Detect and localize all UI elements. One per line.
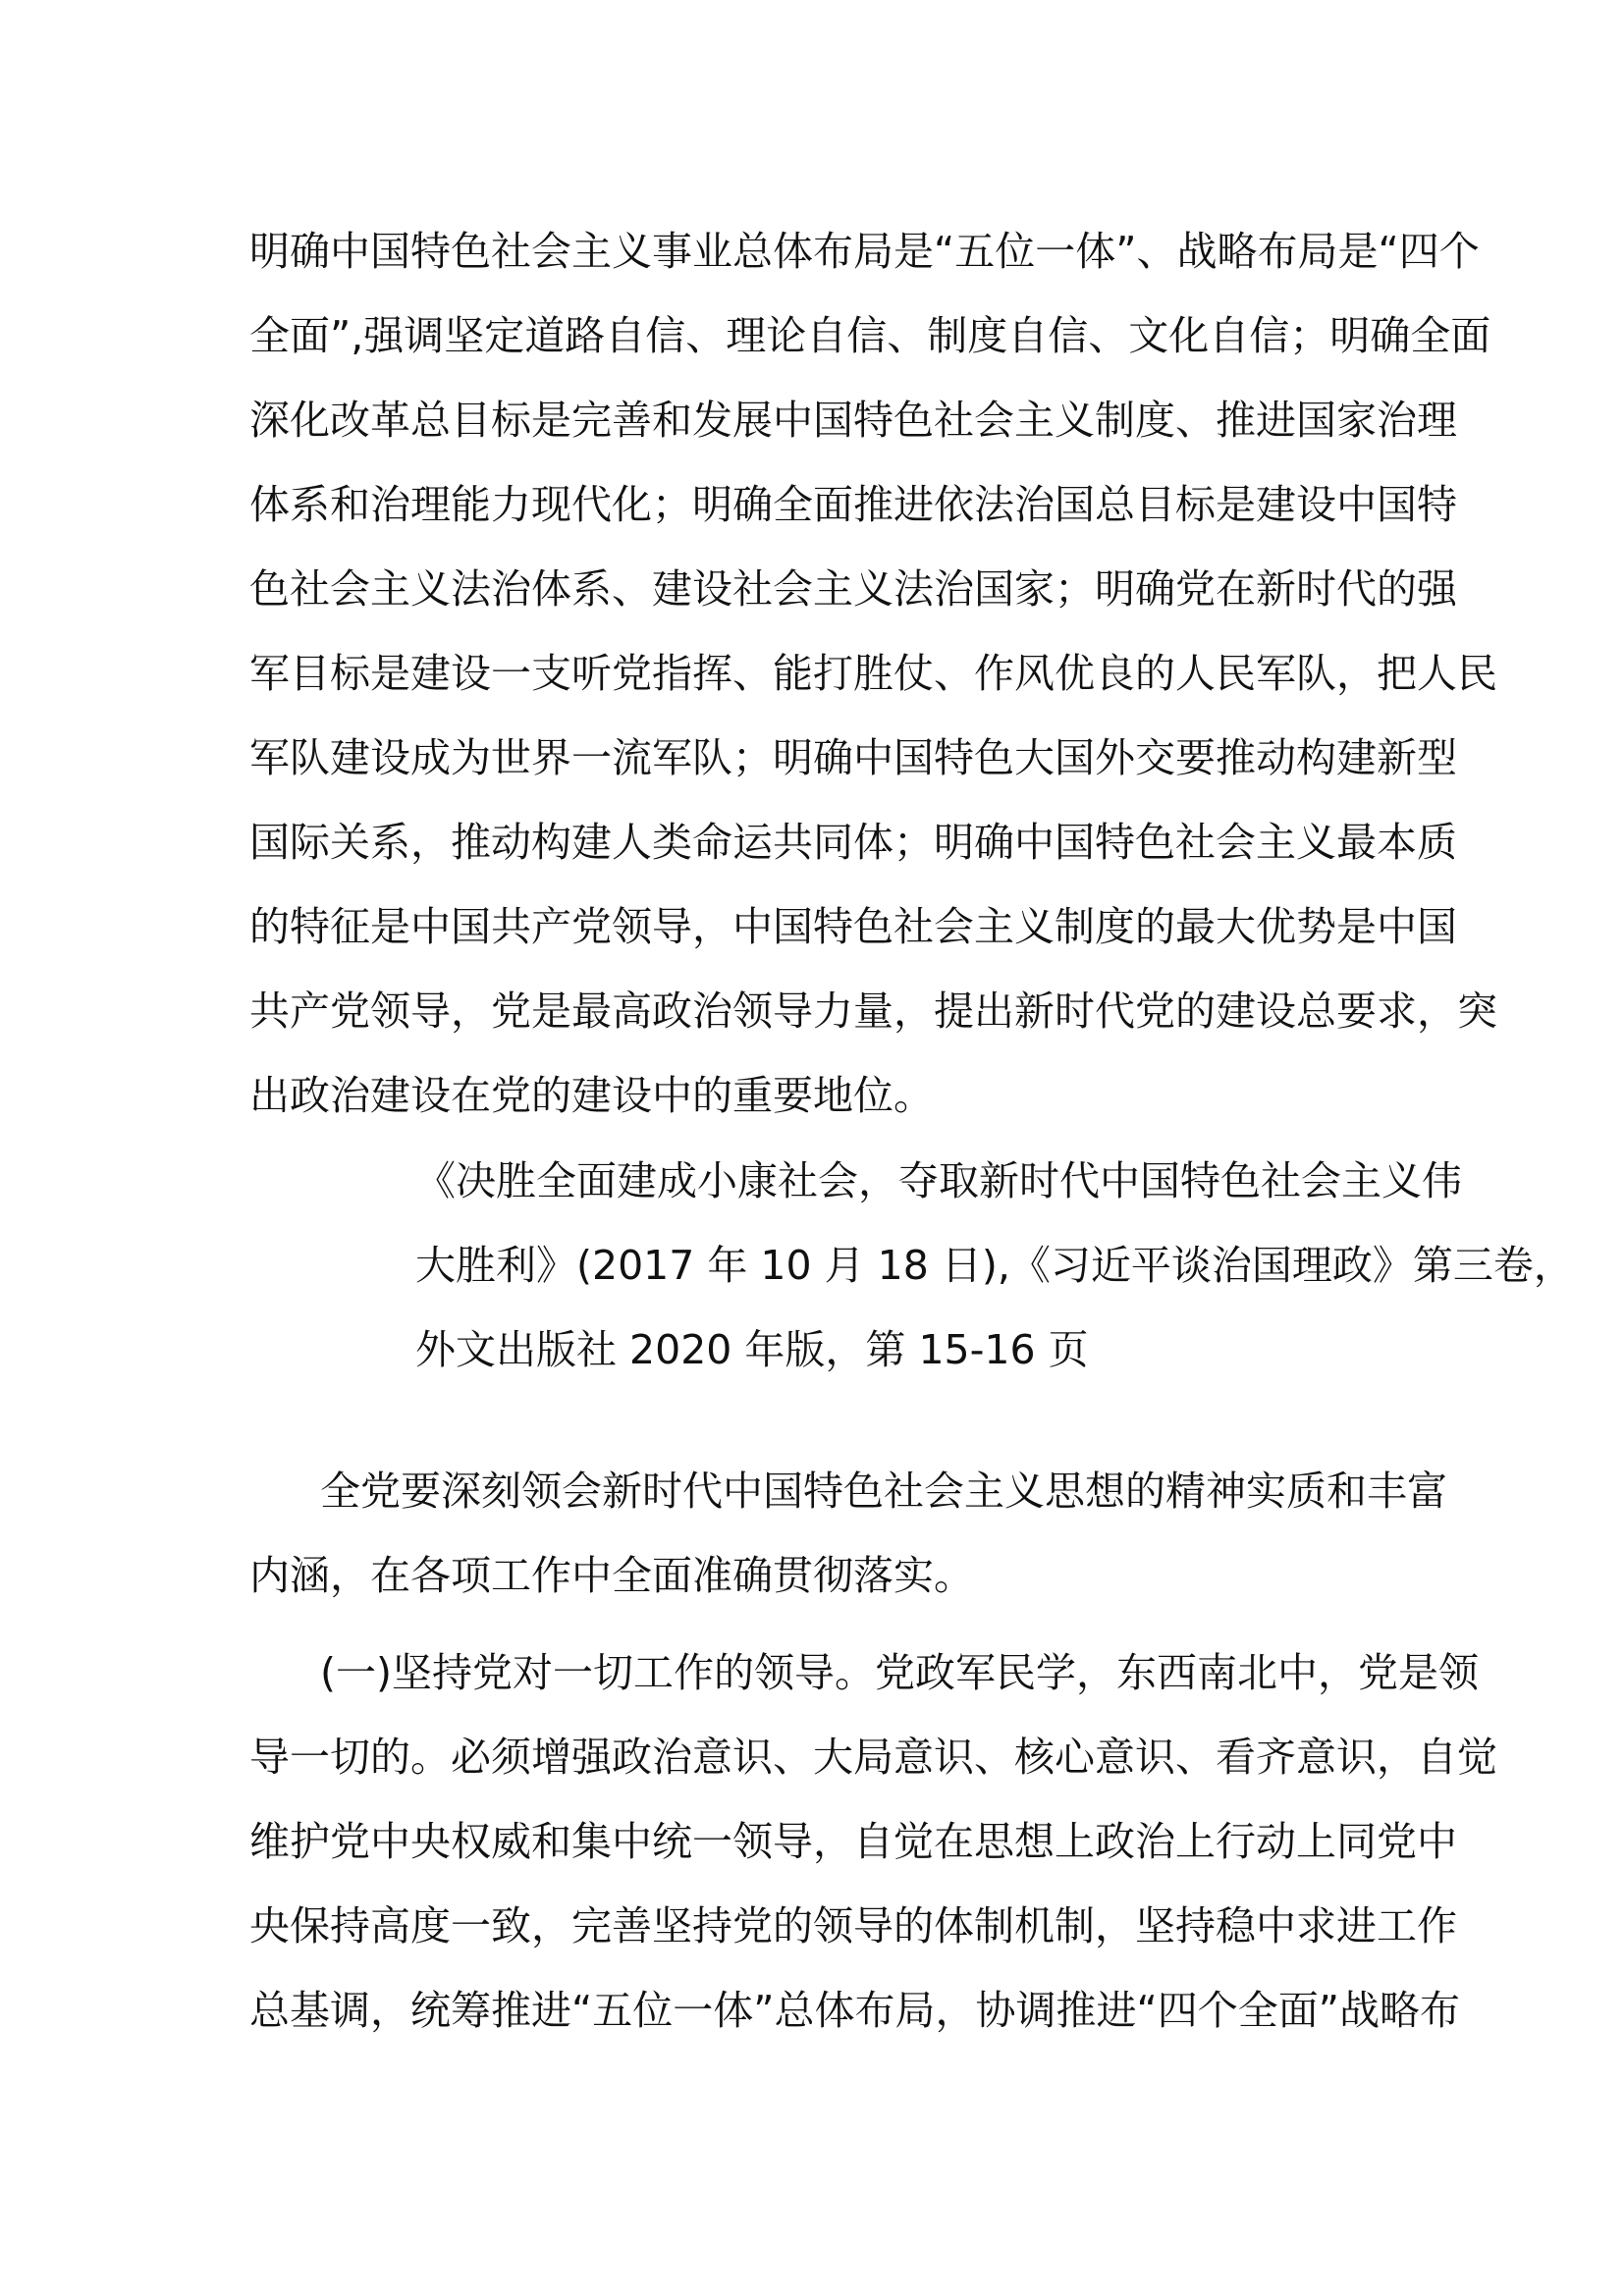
text-line: (一)坚持党对一切工作的领导。党政军民学，东西南北中，党是领 <box>320 1649 1479 1696</box>
text-line: 明确中国特色社会主义事业总体布局是“五位一体”、战略布局是“四个 <box>249 228 1480 275</box>
text-line: 全面”,强调坚定道路自信、理论自信、制度自信、文化自信；明确全面 <box>249 312 1491 359</box>
text-line: 总基调，统筹推进“五位一体”总体布局，协调推进“四个全面”战略布 <box>249 1987 1460 2034</box>
citation-line: 《决胜全面建成小康社会，夺取新时代中国特色社会主义伟 <box>415 1157 1462 1204</box>
text-line: 的特征是中国共产党领导，中国特色社会主义制度的最大优势是中国 <box>249 903 1457 950</box>
text-line: 深化改革总目标是完善和发展中国特色社会主义制度、推进国家治理 <box>249 397 1457 444</box>
text-line: 国际关系，推动构建人类命运共同体；明确中国特色社会主义最本质 <box>249 819 1457 866</box>
text-line: 出政治建设在党的建设中的重要地位。 <box>249 1072 934 1119</box>
text-line: 体系和治理能力现代化；明确全面推进依法治国总目标是建设中国特 <box>249 481 1457 528</box>
text-line: 导一切的。必须增强政治意识、大局意识、核心意识、看齐意识，自觉 <box>249 1734 1497 1781</box>
text-line: 色社会主义法治体系、建设社会主义法治国家；明确党在新时代的强 <box>249 565 1457 613</box>
citation-line: 大胜利》(2017 年 10 月 18 日),《习近平谈治国理政》第三卷， <box>415 1242 1574 1289</box>
text-line: 军队建设成为世界一流军队；明确中国特色大国外交要推动构建新型 <box>249 734 1457 781</box>
text-line: 全党要深刻领会新时代中国特色社会主义思想的精神实质和丰富 <box>320 1468 1447 1515</box>
text-line: 内涵，在各项工作中全面准确贯彻落实。 <box>249 1552 974 1599</box>
text-line: 央保持高度一致，完善坚持党的领导的体制机制，坚持稳中求进工作 <box>249 1902 1457 1949</box>
text-line: 军目标是建设一支听党指挥、能打胜仗、作风优良的人民军队，把人民 <box>249 650 1497 697</box>
citation-line: 外文出版社 2020 年版，第 15-16 页 <box>415 1326 1089 1373</box>
text-line: 维护党中央权威和集中统一领导，自觉在思想上政治上行动上同党中 <box>249 1818 1457 1865</box>
text-line: 共产党领导，党是最高政治领导力量，提出新时代党的建设总要求，突 <box>249 988 1497 1035</box>
